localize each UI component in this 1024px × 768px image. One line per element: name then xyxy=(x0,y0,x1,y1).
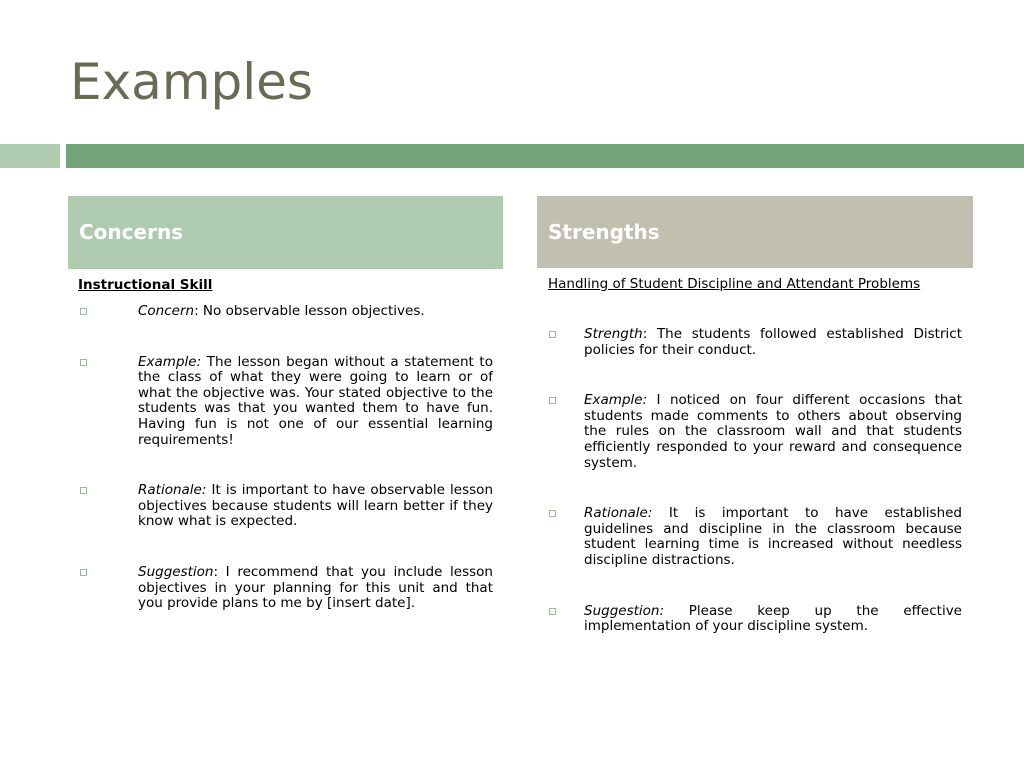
item-label: Concern xyxy=(138,303,195,319)
item-separator: : xyxy=(194,303,199,319)
item-separator: : xyxy=(642,326,648,342)
item-label: Example: xyxy=(138,353,202,370)
item-label: Suggestion: xyxy=(584,602,665,619)
square-bullet-icon xyxy=(549,331,556,338)
item-text: I recommend that you include lesson objectives in your planning for this unit and that you provide plans to me by [insert date]. xyxy=(138,563,493,612)
concern-item xyxy=(138,304,493,320)
square-bullet-icon xyxy=(80,359,87,366)
rationale-item xyxy=(584,506,962,568)
concerns-header xyxy=(68,196,503,268)
strengths-column xyxy=(537,268,973,635)
slide-title: Examples xyxy=(70,53,313,111)
example-item xyxy=(138,355,493,449)
item-text: Please keep up the effective implementation of your discipline system. xyxy=(584,602,962,635)
suggestion-item xyxy=(138,565,493,612)
accent-bar-short xyxy=(0,144,60,168)
concerns-header-label: Concerns xyxy=(79,220,184,244)
square-bullet-icon xyxy=(549,397,556,404)
item-text: It is important to have established guidelines and discipline in the classroom because student learning time is increased without needless discipline distractions. xyxy=(584,505,962,568)
item-label: Example: xyxy=(584,392,648,409)
strengths-header xyxy=(537,196,973,268)
suggestion-item xyxy=(584,604,962,635)
square-bullet-icon xyxy=(80,487,87,494)
strength-item xyxy=(584,327,962,358)
item-text: I noticed on four different occasions that students made comments to others about observing the rules on the classroom wall and that students efficiently responded to your reward and consequence system. xyxy=(584,392,962,471)
item-label: Suggestion xyxy=(138,563,214,580)
item-label: Rationale: xyxy=(138,482,207,499)
item-label: Rationale: xyxy=(584,505,653,522)
item-text: No observable lesson objectives. xyxy=(198,303,425,319)
concerns-column xyxy=(68,268,503,612)
item-text: The lesson began without a statement to the class of what they were going to learn or of what the objective was. Your stated objective to the students was that you wanted them to have fun. Having fun is not one of our essential learning requirements! xyxy=(138,353,493,448)
concerns-subheading: Instructional Skill xyxy=(78,277,213,293)
item-text: It is important to have observable lesson objectives because students will learn better if they know what is expected. xyxy=(138,482,493,530)
rationale-item xyxy=(138,483,493,530)
square-bullet-icon xyxy=(80,569,87,576)
square-bullet-icon xyxy=(549,510,556,517)
accent-bar-long xyxy=(66,144,1024,168)
strengths-subheading: Handling of Student Discipline and Attendant Problems xyxy=(548,276,921,292)
strengths-header-label: Strengths xyxy=(548,220,660,244)
square-bullet-icon xyxy=(80,308,87,315)
item-label: Strength xyxy=(584,326,643,342)
item-separator: : xyxy=(213,563,219,580)
example-item xyxy=(584,393,962,471)
item-text: The students followed established District policies for their conduct. xyxy=(584,326,962,358)
square-bullet-icon xyxy=(549,608,556,615)
